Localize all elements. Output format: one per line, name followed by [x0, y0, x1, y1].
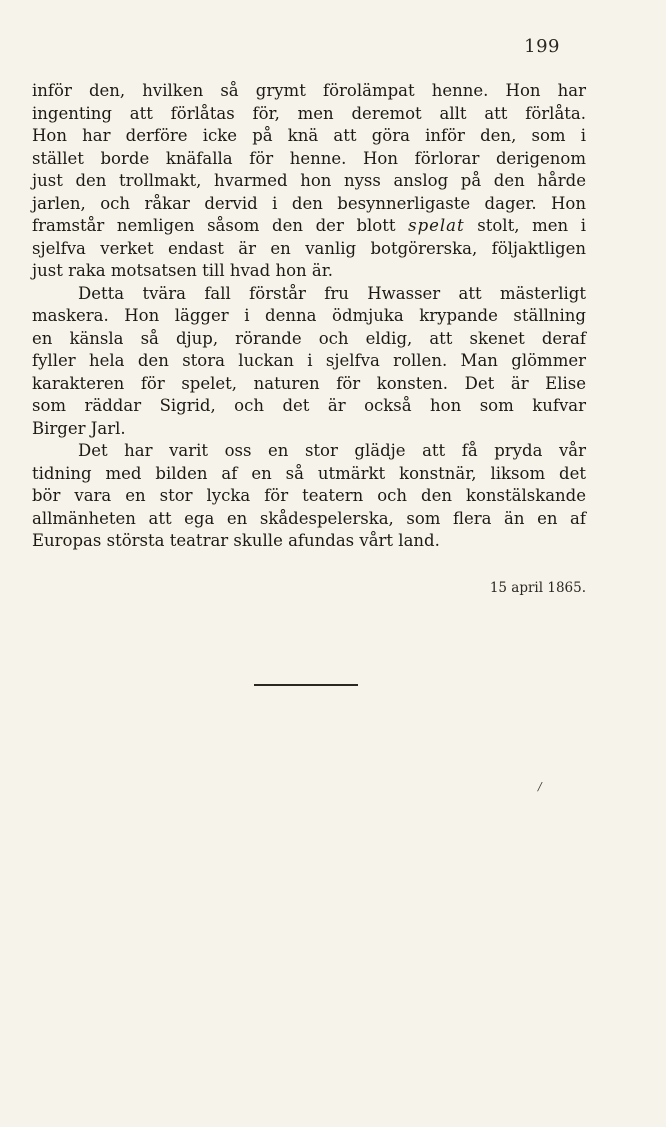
page-number: 199: [524, 36, 560, 57]
article-body: [32, 80, 586, 553]
text-line: maskera. Hon lägger i denna ödmjuka krypande ställning: [32, 306, 586, 325]
text-segment: stolt, men i: [464, 216, 587, 235]
text-line: jarlen, och råkar dervid i den besynnerligaste dager. Hon: [32, 193, 586, 213]
text-line: stället borde knäfalla för henne. Hon förlorar derigenom: [32, 148, 586, 168]
text-line: Hon har derföre icke på knä att göra inför den, som i: [32, 126, 586, 145]
text-line-with-emphasis: [32, 215, 586, 238]
text-line: allmänheten att ega en skådespelerska, som flera än en af: [32, 508, 586, 528]
section-divider: [254, 684, 358, 686]
text-line: Det har varit oss en stor glädje att få pryda vår: [78, 441, 586, 460]
text-line: just raka motsatsen till hvad hon är.: [32, 261, 334, 280]
text-line: bör vara en stor lycka för teatern och den konstälskande: [32, 486, 586, 505]
text-line: som räddar Sigrid, och det är också hon som kufvar: [32, 396, 586, 415]
text-line: inför den, hvilken så grymt förolämpat henne. Hon har: [32, 81, 586, 100]
text-line: Detta tvära fall förstår fru Hwasser att mästerligt: [78, 283, 586, 303]
text-line: Birger Jarl.: [32, 418, 126, 438]
text-line: Europas största teatrar skulle afundas vårt land.: [32, 531, 440, 550]
text-line: sjelfva verket endast är en vanlig botgörerska, följaktligen: [32, 238, 586, 258]
text-line: fyller hela den stora luckan i sjelfva rollen. Man glömmer: [32, 351, 586, 370]
text-line: ingenting att förlåtas för, men deremot allt att förlåta.: [32, 103, 586, 123]
stray-pen-mark: /: [538, 780, 542, 793]
dateline: 15 april 1865.: [489, 580, 586, 596]
text-line: karakteren för spelet, naturen för konsten. Det är Elise: [32, 373, 586, 393]
emphasized-word: spelat: [408, 216, 465, 235]
text-line: en känsla så djup, rörande och eldig, att skenet deraf: [32, 328, 586, 348]
text-line: tidning med bilden af en så utmärkt konstnär, liksom det: [32, 463, 586, 483]
text-line: just den trollmakt, hvarmed hon nyss anslog på den hårde: [32, 171, 586, 190]
text-segment: framstår nemligen såsom den der blott: [32, 216, 409, 235]
